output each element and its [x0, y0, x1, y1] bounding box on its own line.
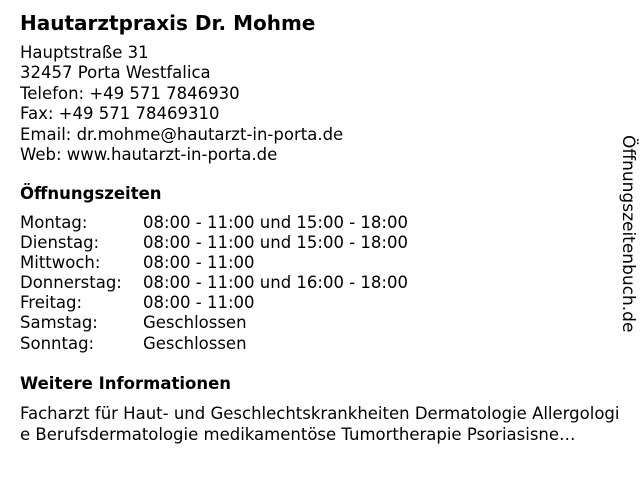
practice-name: Hautarztpraxis Dr. Mohme [20, 11, 316, 35]
hours-row [20, 273, 408, 293]
watermark-text: Öffnungszeitenbuch.de [618, 135, 638, 333]
further-info-heading: Weitere Informationen [20, 374, 232, 393]
time-value: 08:00 - 11:00 und 15:00 - 18:00 [143, 233, 408, 253]
watermark [614, 135, 640, 365]
day-label: Samstag: [20, 313, 98, 333]
time-value: 08:00 - 11:00 [143, 293, 255, 313]
time-value: 08:00 - 11:00 und 16:00 - 18:00 [143, 273, 408, 293]
time-value: 08:00 - 11:00 [143, 253, 255, 273]
time-value: Geschlossen [143, 313, 247, 333]
contact-block [20, 43, 343, 165]
hours-row [20, 253, 408, 273]
hours-row [20, 293, 408, 313]
day-label: Sonntag: [20, 333, 95, 353]
further-info-text: Facharzt für Haut- und Geschlechtskrankheiten Dermatologie Allergologie Berufsdermatologie medikamentöse Tumortherapie Psoriasisne… [20, 404, 620, 444]
day-label: Donnerstag: [20, 273, 122, 293]
opening-hours-heading: Öffnungszeiten [20, 184, 162, 203]
time-value: 08:00 - 11:00 und 15:00 - 18:00 [143, 213, 408, 232]
email-address: Email: dr.mohme@hautarzt-in-porta.de [20, 124, 344, 144]
street-address: Hauptstraße 31 [20, 43, 149, 62]
fax-number: Fax: +49 571 78469310 [20, 104, 220, 124]
phone-number: Telefon: +49 571 7846930 [20, 83, 240, 103]
hours-row [20, 313, 408, 333]
city-address: 32457 Porta Westfalica [20, 63, 211, 83]
time-value: Geschlossen [143, 333, 247, 353]
day-label: Montag: [20, 213, 88, 232]
hours-row [20, 213, 408, 233]
day-label: Mittwoch: [20, 253, 101, 273]
hours-row [20, 334, 408, 354]
hours-row [20, 233, 408, 253]
opening-hours-table [20, 213, 408, 354]
day-label: Dienstag: [20, 233, 100, 253]
website-address: Web: www.hautarzt-in-porta.de [20, 145, 278, 165]
day-label: Freitag: [20, 293, 83, 313]
